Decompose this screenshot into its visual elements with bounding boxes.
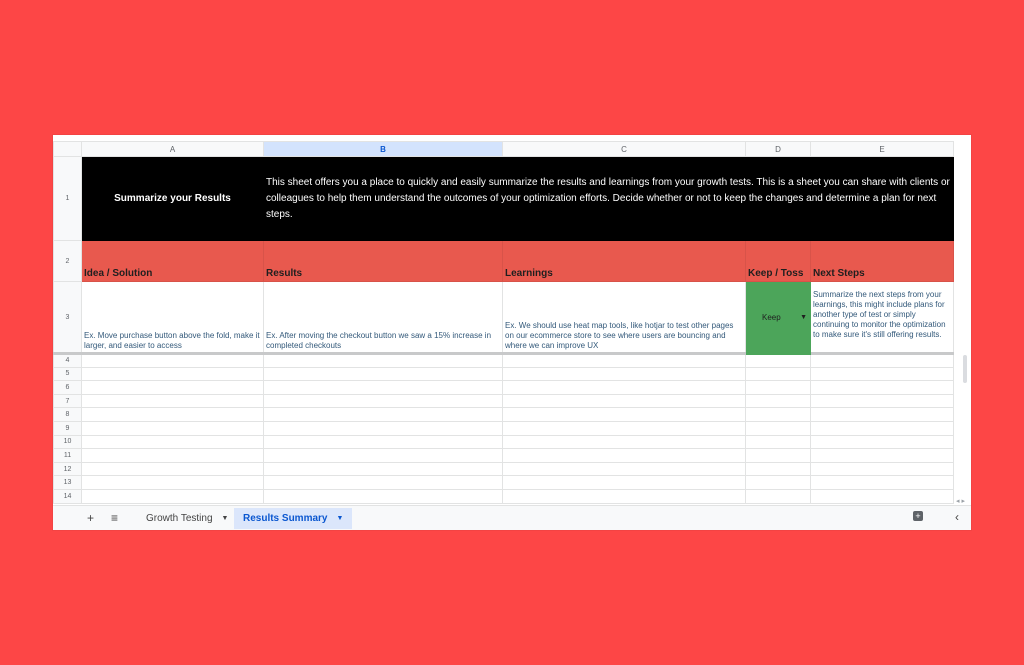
empty-cell[interactable]: [264, 381, 503, 395]
row-header-2[interactable]: 2: [54, 241, 82, 282]
empty-cell[interactable]: [264, 435, 503, 449]
cell-b1[interactable]: [264, 157, 954, 241]
empty-cell[interactable]: [811, 421, 954, 435]
empty-cell[interactable]: [811, 381, 954, 395]
empty-cell[interactable]: [264, 421, 503, 435]
header-results[interactable]: Results: [264, 241, 503, 282]
empty-cell[interactable]: [503, 489, 746, 503]
vertical-scrollbar[interactable]: [963, 355, 967, 383]
select-all-corner[interactable]: [54, 142, 82, 157]
empty-cell[interactable]: [746, 476, 811, 490]
empty-cell[interactable]: [264, 449, 503, 463]
header-keep-toss[interactable]: Keep / Toss: [746, 241, 811, 282]
empty-cell[interactable]: [746, 354, 811, 368]
empty-cell[interactable]: [746, 408, 811, 422]
sheet-grid: [53, 141, 954, 504]
empty-cell[interactable]: [811, 354, 954, 368]
empty-cell[interactable]: [264, 408, 503, 422]
row-6: [54, 381, 954, 395]
empty-cell[interactable]: [82, 462, 264, 476]
row-5: [54, 367, 954, 381]
row-14: [54, 489, 954, 503]
empty-cell[interactable]: [746, 367, 811, 381]
tab-label: Results Summary: [243, 513, 328, 524]
empty-cell[interactable]: [82, 381, 264, 395]
row-header-7[interactable]: 7: [54, 394, 82, 408]
row-header-13[interactable]: 13: [54, 476, 82, 490]
example-learnings-cell[interactable]: Ex. We should use heat map tools, like hotjar to test other pages on our ecommerce store to see where users are bouncing and where we can improve UX: [503, 282, 746, 354]
collapse-sidebar-icon[interactable]: ‹: [955, 510, 959, 524]
empty-cell[interactable]: [82, 449, 264, 463]
empty-cell[interactable]: [82, 408, 264, 422]
header-learnings[interactable]: Learnings: [503, 241, 746, 282]
empty-cell[interactable]: [503, 394, 746, 408]
empty-cell[interactable]: [264, 462, 503, 476]
row-13: [54, 476, 954, 490]
empty-cell[interactable]: [811, 476, 954, 490]
column-header-row: [54, 142, 954, 157]
row-header-5[interactable]: 5: [54, 367, 82, 381]
row-header-8[interactable]: 8: [54, 408, 82, 422]
row-2: [54, 241, 954, 282]
empty-cell[interactable]: [82, 421, 264, 435]
empty-cell[interactable]: [811, 462, 954, 476]
row-10: [54, 435, 954, 449]
empty-cell[interactable]: [746, 489, 811, 503]
example-next-steps-cell[interactable]: Summarize the next steps from your learnings, this might include plans for another type of test or simply continuing to monitor the optimization to make sure it's still offering results.: [811, 282, 954, 354]
row-header-4[interactable]: 4: [54, 354, 82, 368]
empty-cell[interactable]: [811, 449, 954, 463]
empty-cell[interactable]: [264, 354, 503, 368]
empty-cell[interactable]: [746, 462, 811, 476]
row-9: [54, 421, 954, 435]
tab-caret-icon: ▼: [336, 515, 344, 522]
empty-cell[interactable]: [811, 408, 954, 422]
all-sheets-menu-icon[interactable]: ≡: [111, 511, 119, 525]
spreadsheet: [53, 135, 971, 530]
keep-toss-dropdown[interactable]: [746, 282, 811, 354]
row-8: [54, 408, 954, 422]
empty-cell[interactable]: [811, 394, 954, 408]
column-header-b[interactable]: B: [264, 142, 503, 157]
header-idea-solution[interactable]: Idea / Solution: [82, 241, 264, 282]
empty-cell[interactable]: [746, 435, 811, 449]
empty-cell[interactable]: [746, 421, 811, 435]
empty-cell[interactable]: [82, 476, 264, 490]
empty-cell[interactable]: [82, 367, 264, 381]
empty-cell[interactable]: [503, 408, 746, 422]
empty-cell[interactable]: [746, 394, 811, 408]
empty-cell[interactable]: [82, 435, 264, 449]
keep-value: Keep: [762, 312, 781, 322]
empty-cell[interactable]: [811, 367, 954, 381]
empty-cell[interactable]: [264, 476, 503, 490]
empty-cell[interactable]: [503, 354, 746, 368]
row-3: [54, 282, 954, 354]
empty-cell[interactable]: [503, 435, 746, 449]
empty-cell[interactable]: [264, 489, 503, 503]
empty-cell[interactable]: [503, 462, 746, 476]
row-header-11[interactable]: 11: [54, 449, 82, 463]
empty-cell[interactable]: [811, 435, 954, 449]
empty-cell[interactable]: [264, 394, 503, 408]
row-header-3[interactable]: 3: [54, 282, 82, 354]
empty-cell[interactable]: [746, 381, 811, 395]
empty-cell[interactable]: [503, 449, 746, 463]
empty-cell[interactable]: [82, 489, 264, 503]
column-header-a[interactable]: A: [82, 142, 264, 157]
tab-results-summary[interactable]: [234, 508, 352, 529]
row-7: [54, 394, 954, 408]
row-header-10[interactable]: 10: [54, 435, 82, 449]
empty-cell[interactable]: [503, 421, 746, 435]
cell-a1[interactable]: [82, 157, 264, 241]
sheet-tab-bar: [53, 505, 971, 530]
empty-cell[interactable]: [503, 381, 746, 395]
tab-label: Growth Testing: [146, 513, 213, 524]
row-header-1[interactable]: 1: [54, 157, 82, 241]
add-sheet-button[interactable]: +: [87, 511, 95, 525]
row-11: [54, 449, 954, 463]
banner-description: This sheet offers you a place to quickly and easily summarize the results and learnings from your growth tests. This is a sheet you can share with clients or colleagues to help them understand the outcomes of your optimization efforts. Decide whether or not to keep the changes and determine a plan for next steps.: [266, 176, 950, 220]
row-12: [54, 462, 954, 476]
empty-cell[interactable]: [811, 489, 954, 503]
tab-caret-icon: ▼: [221, 515, 229, 522]
column-header-c[interactable]: C: [503, 142, 746, 157]
header-next-steps[interactable]: Next Steps: [811, 241, 954, 282]
example-idea-cell[interactable]: Ex. Move purchase button above the fold, make it larger, and easier to access: [82, 282, 264, 354]
dropdown-caret-icon: ▼: [800, 313, 807, 321]
row-header-12[interactable]: 12: [54, 462, 82, 476]
empty-cell[interactable]: [746, 449, 811, 463]
empty-cell[interactable]: [264, 367, 503, 381]
row-header-6[interactable]: 6: [54, 381, 82, 395]
column-header-d[interactable]: D: [746, 142, 811, 157]
empty-cell[interactable]: [503, 367, 746, 381]
row-header-9[interactable]: 9: [54, 421, 82, 435]
horizontal-scroll-arrows[interactable]: ◂ ▸: [956, 498, 965, 505]
empty-cell[interactable]: [503, 476, 746, 490]
column-header-e[interactable]: E: [811, 142, 954, 157]
row-header-14[interactable]: 14: [54, 489, 82, 503]
row-4: [54, 354, 954, 368]
example-results-cell[interactable]: Ex. After moving the checkout button we saw a 15% increase in completed checkouts: [264, 282, 503, 354]
banner-title: Summarize your Results: [114, 193, 231, 204]
row-1: [54, 157, 954, 241]
tab-growth-testing[interactable]: [137, 508, 237, 529]
explore-icon[interactable]: +: [913, 511, 923, 521]
empty-cell[interactable]: [82, 394, 264, 408]
empty-cell[interactable]: [82, 354, 264, 368]
